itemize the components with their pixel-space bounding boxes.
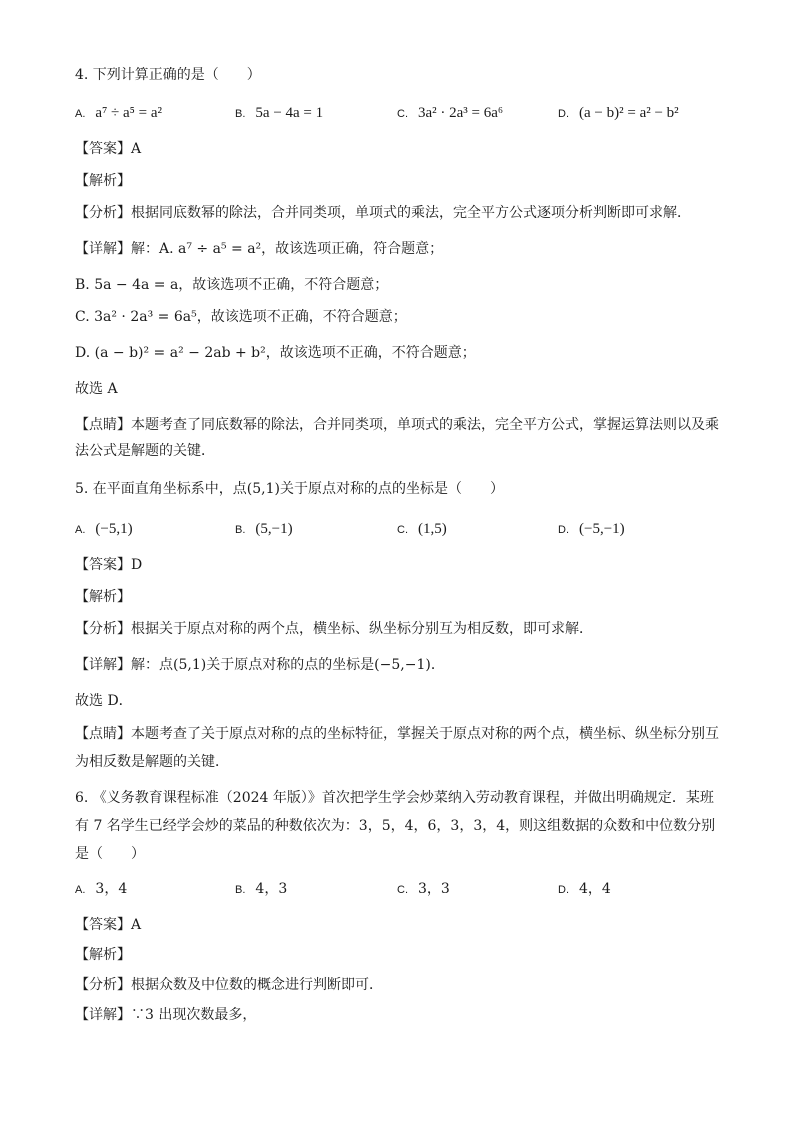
q4-note: 【点睛】本题考查了同底数幂的除法，合并同类项，单项式的乘法，完全平方公式，掌握运算法则以及乘法公式是解题的关键． bbox=[75, 417, 719, 459]
q6-detail: 【详解】∵3 出现次数最多， bbox=[75, 1007, 257, 1023]
q6-option-c-label: C. bbox=[397, 884, 408, 896]
q6-option-d[interactable] bbox=[558, 880, 611, 899]
q5-jiexi-heading: 【解析】 bbox=[75, 589, 131, 605]
q4-option-d[interactable] bbox=[558, 104, 679, 123]
q4-stem: 4. 下列计算正确的是（ ） bbox=[75, 67, 261, 83]
q6-option-c[interactable] bbox=[397, 880, 450, 899]
q5-stem: 5. 在平面直角坐标系中，点(5,1)关于原点对称的点的坐标是（ ） bbox=[75, 481, 504, 497]
q6-option-d-label: D. bbox=[558, 884, 569, 896]
q5-choice: 故选 D． bbox=[75, 693, 133, 709]
q5-option-a[interactable] bbox=[75, 520, 133, 539]
q5-option-d-label: D. bbox=[558, 524, 569, 536]
q4-jiexi-heading: 【解析】 bbox=[75, 173, 131, 189]
q4-detail-a: 【详解】解：A. a⁷ ÷ a⁵ = a²，故该选项正确，符合题意； bbox=[75, 241, 444, 257]
q5-option-b-label: B. bbox=[235, 524, 246, 536]
q6-jiexi-heading: 【解析】 bbox=[75, 947, 131, 963]
q5-option-c[interactable] bbox=[397, 520, 447, 539]
q4-option-b-label: B. bbox=[235, 108, 246, 120]
q4-choice: 故选 A bbox=[75, 381, 118, 397]
q4-option-b-expr: 5a − 4a = 1 bbox=[255, 105, 324, 121]
q4-option-b[interactable] bbox=[235, 104, 323, 123]
q6-option-b-expr: 4，3 bbox=[255, 881, 288, 897]
q6-option-c-expr: 3，3 bbox=[418, 881, 450, 897]
q4-option-d-expr: (a − b)² = a² − b² bbox=[579, 105, 679, 121]
q4-detail-d: D. (a − b)² = a² − 2ab + b²，故该选项不正确，不符合题意； bbox=[75, 345, 476, 361]
q4-detail-b: B. 5a − 4a = a，故该选项不正确，不符合题意； bbox=[75, 277, 389, 293]
q4-option-a-expr: a⁷ ÷ a⁵ = a² bbox=[95, 105, 163, 121]
q6-answer: 【答案】A bbox=[75, 917, 142, 933]
q6-option-a-expr: 3，4 bbox=[95, 881, 128, 897]
q5-option-b[interactable] bbox=[235, 520, 293, 539]
q5-option-b-expr: (5,−1) bbox=[255, 521, 293, 537]
q6-stem: 6. 《义务教育课程标准（2024 年版）》首次把学生学会炒菜纳入劳动教育课程，并做出明确规定．某班有 7 名学生已经学会炒的菜品的种数依次为：3，5，4，6，3，3，4，则这组数据的众数和中位数分别是（ ） bbox=[75, 790, 716, 862]
q4-answer: 【答案】A bbox=[75, 141, 142, 157]
q4-option-c-expr: 3a² · 2a³ = 6a⁶ bbox=[418, 105, 504, 121]
q5-option-d[interactable] bbox=[558, 520, 625, 539]
q6-option-b-label: B. bbox=[235, 884, 246, 896]
q5-detail: 【详解】解：点(5,1)关于原点对称的点的坐标是(−5,−1)． bbox=[75, 657, 445, 673]
q4-analysis: 【分析】根据同底数幂的除法，合并同类项，单项式的乘法，完全平方公式逐项分析判断即可求解． bbox=[75, 205, 691, 221]
q6-option-a[interactable] bbox=[75, 880, 127, 899]
q5-analysis: 【分析】根据关于原点对称的两个点，横坐标、纵坐标分别互为相反数，即可求解． bbox=[75, 621, 593, 637]
q5-option-d-expr: (−5,−1) bbox=[579, 521, 625, 537]
q6-analysis: 【分析】根据众数及中位数的概念进行判断即可． bbox=[75, 977, 383, 993]
q5-option-c-expr: (1,5) bbox=[418, 521, 447, 537]
q5-note: 【点睛】本题考查了关于原点对称的点的坐标特征，掌握关于原点对称的两个点，横坐标、纵坐标分别互为相反数是解题的关键． bbox=[75, 726, 719, 770]
q5-answer: 【答案】D bbox=[75, 557, 143, 573]
q5-option-a-label: A. bbox=[75, 524, 86, 536]
q4-option-d-label: D. bbox=[558, 108, 569, 120]
q4-detail-c: C. 3a² · 2a³ = 6a⁵，故该选项不正确，不符合题意； bbox=[75, 309, 407, 325]
q6-option-d-expr: 4，4 bbox=[579, 881, 611, 897]
q4-option-c-label: C. bbox=[397, 108, 408, 120]
q6-option-b[interactable] bbox=[235, 880, 287, 899]
q5-option-a-expr: (−5,1) bbox=[95, 521, 133, 537]
q4-option-a-label: A. bbox=[75, 108, 86, 120]
q4-option-c[interactable] bbox=[397, 104, 503, 123]
q6-option-a-label: A. bbox=[75, 884, 86, 896]
q4-option-a[interactable] bbox=[75, 104, 162, 123]
q5-option-c-label: C. bbox=[397, 524, 408, 536]
